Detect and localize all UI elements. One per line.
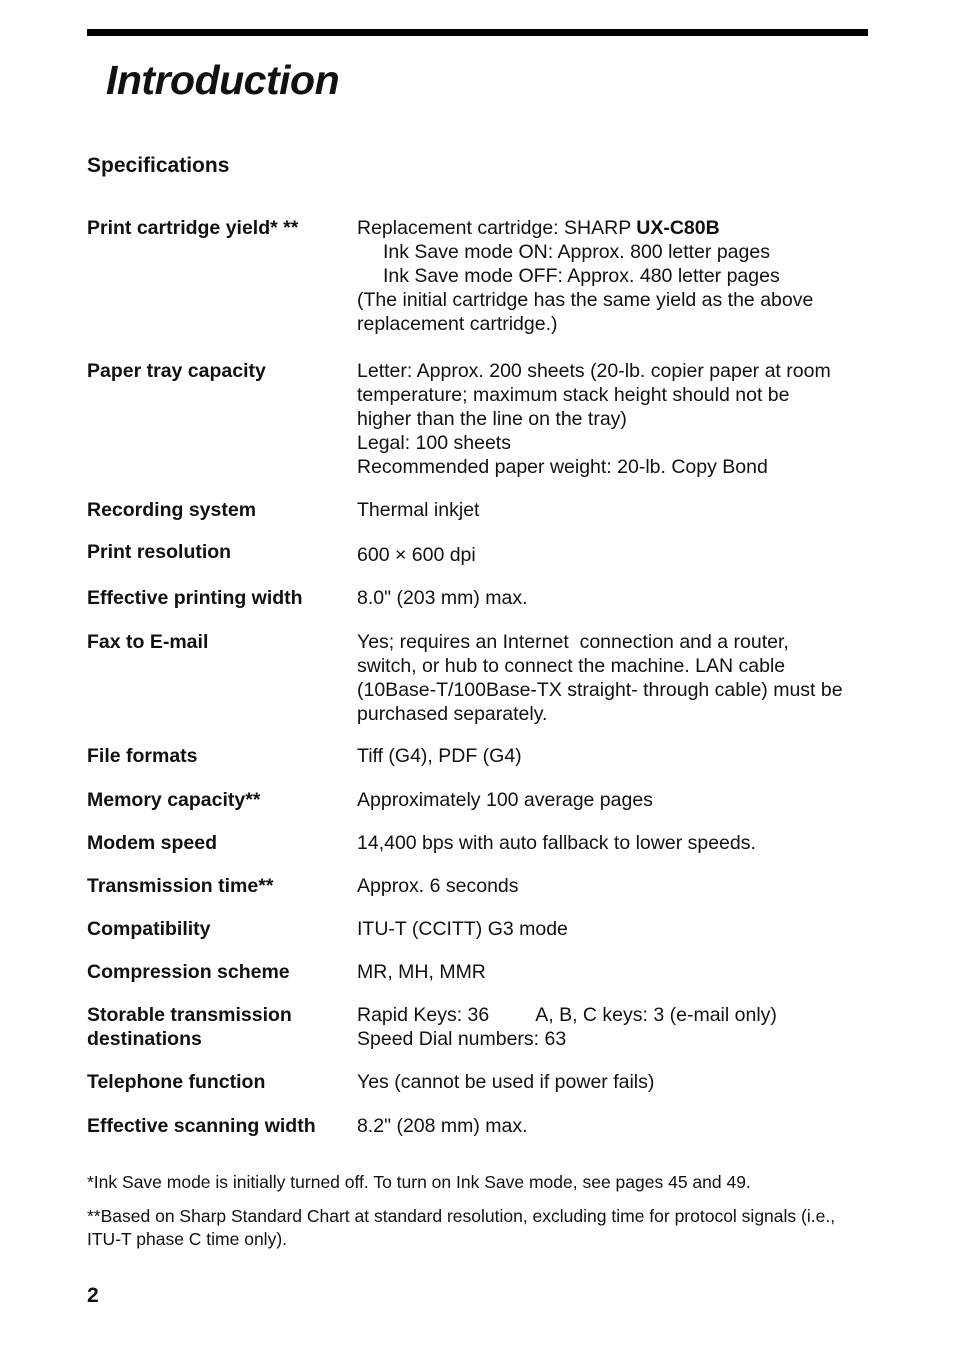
abc-keys-text: A, B, C keys: 3 (e-mail only) [535, 1004, 777, 1026]
spec-value [357, 630, 877, 744]
spec-label: Print resolution [87, 541, 232, 563]
spec-label: Modem speed [87, 832, 218, 854]
spec-value [357, 540, 877, 586]
rapid-keys-text: Rapid Keys: 36 [357, 1004, 490, 1026]
spec-row-modem-speed [87, 831, 877, 874]
spec-value-line: replacement cartridge.) [357, 313, 558, 335]
spec-value [357, 917, 877, 960]
spec-row-fax-to-email [87, 630, 877, 744]
spec-table [87, 216, 877, 1144]
spec-value [357, 586, 877, 630]
spec-label: File formats [87, 745, 198, 767]
spec-value [357, 1070, 877, 1114]
spec-row-storable-destinations [87, 1003, 877, 1070]
spec-row-telephone-function [87, 1070, 877, 1114]
spec-value [357, 831, 877, 874]
footnote-sharp-chart: **Based on Sharp Standard Chart at standard resolution, excluding time for protocol signals (i.e., ITU-T phase C time only). [87, 1206, 836, 1249]
spec-value [357, 874, 877, 917]
spec-value-line: 8.0" (203 mm) max. [357, 587, 528, 609]
spec-value-line: ITU-T (CCITT) G3 mode [357, 918, 568, 940]
page-number: 2 [87, 1284, 99, 1307]
spec-value-line: Yes (cannot be used if power fails) [357, 1071, 655, 1093]
spec-value-line: Yes; requires an Internet connection and a router, [357, 631, 789, 653]
spec-value-line: (The initial cartridge has the same yield as the above [357, 289, 814, 311]
spec-value [357, 498, 877, 540]
spec-label: Transmission time** [87, 875, 274, 897]
spec-row-memory-capacity [87, 788, 877, 831]
cartridge-model: UX-C80B [636, 217, 720, 239]
spec-row-print-cartridge-yield [87, 216, 877, 359]
spec-value-line: temperature; maximum stack height should not be [357, 384, 790, 406]
spec-value-line: Ink Save mode OFF: Approx. 480 letter pages [383, 265, 780, 287]
spec-label: Memory capacity** [87, 789, 261, 811]
spec-label: Fax to E-mail [87, 631, 209, 653]
spec-row-effective-scanning-width [87, 1114, 877, 1144]
spec-label: Paper tray capacity [87, 360, 266, 382]
spec-value-line: Legal: 100 sheets [357, 432, 511, 454]
spec-value [357, 1003, 877, 1070]
spec-value-line: Approx. 6 seconds [357, 875, 519, 897]
spec-label: Recording system [87, 499, 257, 521]
spec-value-line: Letter: Approx. 200 sheets (20-lb. copier paper at room [357, 360, 831, 382]
spec-value-line: Tiff (G4), PDF (G4) [357, 745, 522, 767]
spec-label: Storable transmission destinations [87, 1004, 292, 1050]
spec-value-line: switch, or hub to connect the machine. LAN cable [357, 655, 786, 677]
footnote-ink-save: *Ink Save mode is initially turned off. To turn on Ink Save mode, see pages 45 and 49. [87, 1172, 751, 1192]
spec-value-line: 8.2" (208 mm) max. [357, 1115, 528, 1137]
spec-value-line: 600 × 600 dpi [357, 544, 476, 566]
spec-label: Telephone function [87, 1071, 266, 1093]
spec-value [357, 1114, 877, 1144]
spec-row-recording-system [87, 498, 877, 540]
spec-value [357, 960, 877, 1003]
spec-label: Effective printing width [87, 587, 303, 609]
spec-value [357, 216, 877, 359]
spec-row-paper-tray-capacity [87, 359, 877, 498]
speed-dial-text: Speed Dial numbers: 63 [357, 1028, 567, 1050]
top-rule [87, 29, 868, 36]
spec-value [357, 788, 877, 831]
spec-label: Print cartridge yield* ** [87, 217, 299, 239]
page-title: Introduction [106, 57, 340, 103]
spec-value-line: Recommended paper weight: 20-lb. Copy Bond [357, 456, 768, 478]
section-heading: Specifications [87, 154, 230, 177]
spec-row-effective-printing-width [87, 586, 877, 630]
spec-row-transmission-time [87, 874, 877, 917]
spec-value-line: Thermal inkjet [357, 499, 480, 521]
spec-value [357, 744, 877, 788]
spec-value-line: purchased separately. [357, 703, 548, 725]
spec-row-compression-scheme [87, 960, 877, 1003]
spec-value-line: higher than the line on the tray) [357, 408, 627, 430]
spec-label: Compression scheme [87, 961, 290, 983]
spec-label: Compatibility [87, 918, 211, 940]
footnotes [87, 1171, 877, 1262]
spec-value-line: Approximately 100 average pages [357, 789, 653, 811]
spec-value-line: (10Base-T/100Base-TX straight- through cable) must be [357, 679, 843, 701]
spec-row-file-formats [87, 744, 877, 788]
spec-row-compatibility [87, 917, 877, 960]
spec-value-line: 14,400 bps with auto fallback to lower speeds. [357, 832, 756, 854]
spec-label: Effective scanning width [87, 1115, 316, 1137]
spec-value-text: Replacement cartridge: SHARP [357, 217, 637, 239]
spec-value-line: Ink Save mode ON: Approx. 800 letter pages [383, 241, 770, 263]
spec-value [357, 359, 877, 498]
spec-value-line: MR, MH, MMR [357, 961, 486, 983]
spec-row-print-resolution [87, 540, 877, 586]
